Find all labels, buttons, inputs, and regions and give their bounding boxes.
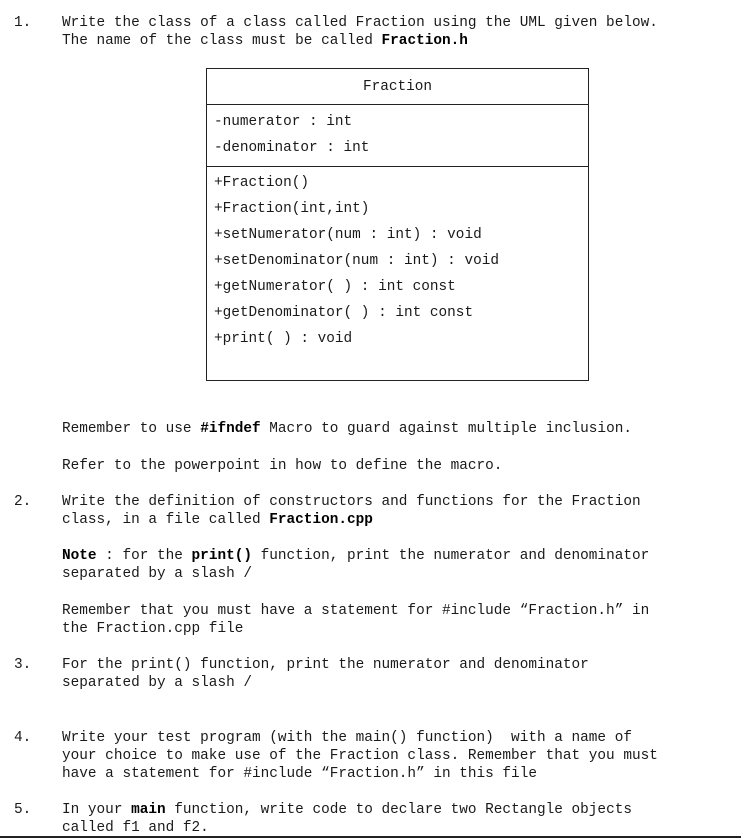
item-2-line-1: Write the definition of constructors and functions for the Fraction bbox=[62, 494, 641, 510]
item-4-line-1: Write your test program (with the main() function) with a name of bbox=[62, 730, 632, 746]
uml-class-name: Fraction bbox=[207, 69, 588, 105]
include-note-line-1: Remember that you must have a statement for #include “Fraction.h” in bbox=[62, 603, 650, 619]
ifndef-note-prefix: Remember to use bbox=[62, 421, 201, 437]
uml-attributes-section bbox=[207, 104, 588, 167]
item-4-line-2: your choice to make use of the Fraction class. Remember that you must bbox=[62, 748, 658, 764]
ifndef-keyword: #ifndef bbox=[200, 421, 261, 437]
print-note-line-1 bbox=[62, 547, 649, 565]
item-2-line-2 bbox=[62, 511, 373, 529]
print-keyword: print() bbox=[191, 548, 252, 564]
uml-method: +setDenominator(num : int) : void bbox=[214, 253, 499, 269]
uml-method: +setNumerator(num : int) : void bbox=[214, 227, 482, 243]
item-number-5: 5. bbox=[14, 802, 32, 818]
uml-class-diagram bbox=[206, 68, 589, 381]
fraction-cpp-filename: Fraction.cpp bbox=[269, 512, 373, 528]
note-suffix: function, print the numerator and denominator bbox=[252, 548, 650, 564]
item-4-line-3: have a statement for #include “Fraction.h” in this file bbox=[62, 766, 537, 782]
fraction-h-filename: Fraction.h bbox=[381, 33, 468, 49]
ifndef-note-suffix: Macro to guard against multiple inclusion. bbox=[260, 421, 632, 437]
uml-attribute: -numerator : int bbox=[214, 114, 353, 130]
item-3-line-1: For the print() function, print the numerator and denominator bbox=[62, 657, 589, 673]
item-5-suffix: function, write code to declare two Rectangle objects bbox=[165, 802, 632, 818]
page-bottom-rule bbox=[0, 836, 741, 838]
item-number-4: 4. bbox=[14, 730, 32, 746]
ifndef-note bbox=[62, 420, 632, 438]
uml-method: +print( ) : void bbox=[214, 331, 353, 347]
uml-method: +Fraction(int,int) bbox=[214, 201, 370, 217]
item-1-line-2-text: The name of the class must be called bbox=[62, 33, 382, 49]
print-note-line-2: separated by a slash / bbox=[62, 566, 252, 582]
item-5-line-2: called f1 and f2. bbox=[62, 820, 209, 836]
item-number-3: 3. bbox=[14, 657, 32, 673]
item-5-prefix: In your bbox=[62, 802, 132, 818]
main-keyword: main bbox=[131, 802, 166, 818]
uml-attribute: -denominator : int bbox=[214, 140, 370, 156]
item-5-line-1 bbox=[62, 801, 632, 819]
note-label: Note bbox=[62, 548, 97, 564]
item-1-line-2 bbox=[62, 32, 468, 50]
item-1-line-1: Write the class of a class called Fraction using the UML given below. bbox=[62, 15, 658, 31]
powerpoint-note: Refer to the powerpoint in how to define the macro. bbox=[62, 458, 503, 474]
item-2-line-2-text: class, in a file called bbox=[62, 512, 270, 528]
item-number-1: 1. bbox=[14, 15, 32, 31]
uml-method: +getDenominator( ) : int const bbox=[214, 305, 474, 321]
note-mid: : for the bbox=[96, 548, 192, 564]
item-3-line-2: separated by a slash / bbox=[62, 675, 252, 691]
uml-method: +Fraction() bbox=[214, 175, 309, 191]
uml-method: +getNumerator( ) : int const bbox=[214, 279, 456, 295]
include-note-line-2: the Fraction.cpp file bbox=[62, 621, 244, 637]
item-number-2: 2. bbox=[14, 494, 32, 510]
